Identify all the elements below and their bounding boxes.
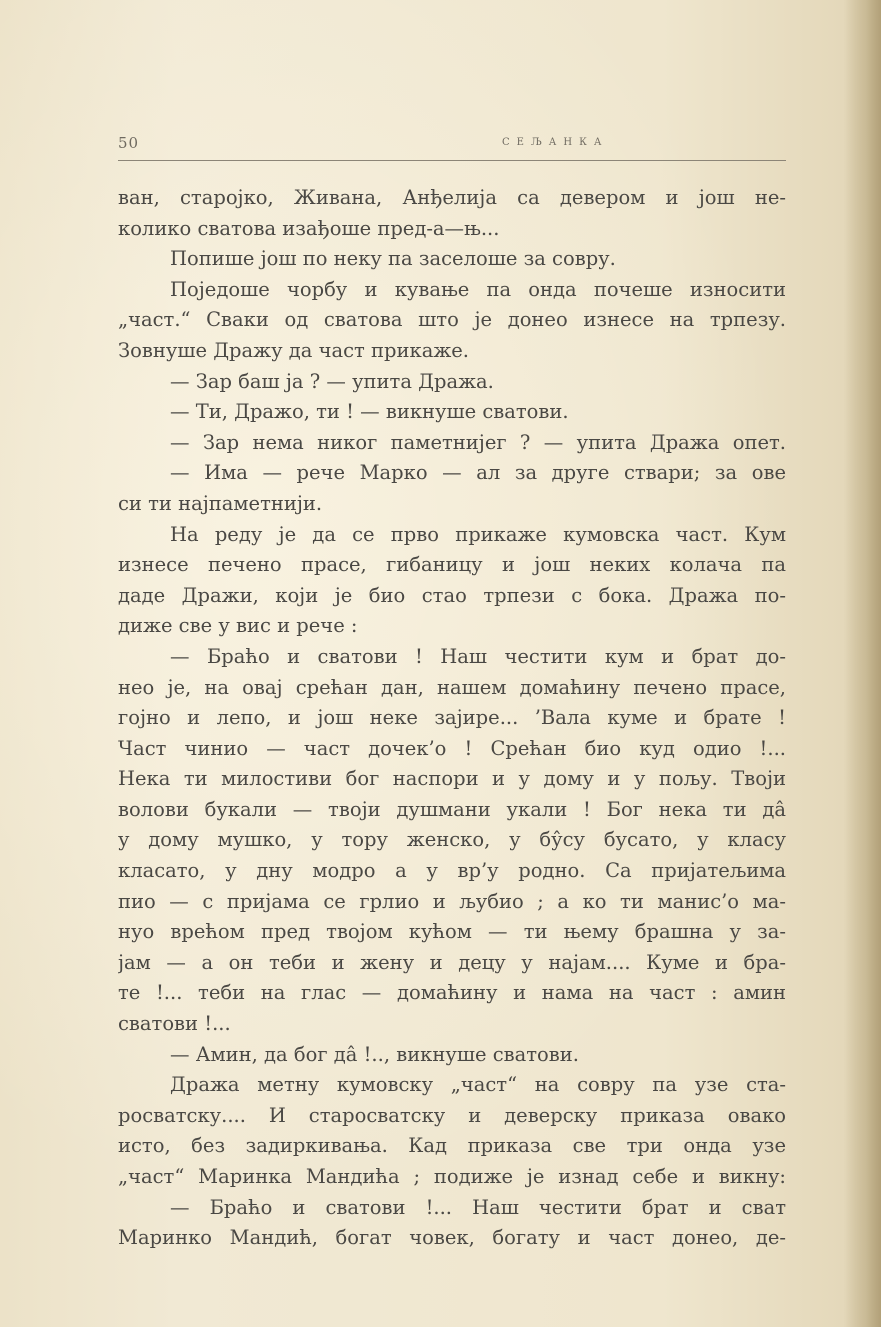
text-line: Попише још по неку па заселоше за совру. [170, 247, 616, 271]
page-edge-shadow [843, 0, 881, 1327]
text-line: — Амин, да бог да̂ !.., викнуше сватови. [170, 1042, 579, 1066]
text-line: ван, старојко, Живана, Анђелија са девером и још не- [118, 186, 786, 209]
body-text [118, 183, 786, 1254]
text-line: си ти најпаметнији. [118, 491, 323, 515]
text-line: — Ти, Дражо, ти ! — викнуше сватови. [170, 400, 569, 424]
text-line: — Зар нема никог паметнијег ? — упита Дража опет. [170, 430, 786, 454]
text-line: волови букали — твоји душмани укали ! Бог нека ти да̂ [118, 797, 786, 821]
text-line: колико сватова изађоше пред-а—њ... [118, 216, 500, 240]
text-line: даде Дражи, који је био стао трпези с бока. Дража по- [118, 583, 786, 607]
text-line: исто, без задиркивања. Кад приказа све три онда узе [118, 1134, 786, 1158]
running-head: СЕЉАНКА [502, 137, 609, 148]
text-line: — Има — рече Марко — ал за друге ствари; за ове [170, 461, 786, 485]
text-line: Поједоше чорбу и кување па онда почеше износити [170, 277, 786, 301]
text-line: росватску.... И старосватску и деверску приказа овако [118, 1103, 786, 1127]
text-line: — Браћо и сватови ! Наш честити кум и брат до- [170, 644, 786, 668]
text-line: На реду је да се прво прикаже кумовска част. Кум [170, 522, 786, 546]
text-line: у дому мушко, у тору женско, у бу̂су бусато, у класу [118, 828, 786, 852]
text-line: те !... теби на глас — домаћину и нама на част : амин [118, 981, 786, 1005]
page-header [118, 132, 786, 161]
text-line: „част“ Маринка Мандића ; подиже је изнад себе и викну: [118, 1165, 786, 1188]
text-line: нео је, на овај срећан дан, нашем домаћину печено прасе, [118, 675, 786, 699]
text-line: Маринко Мандић, богат човек, богату и част донео, де- [118, 1226, 786, 1250]
text-line: пио — с пријама се грлио и љубио ; а ко ти манис’о ма- [118, 889, 786, 913]
page-number: 50 [118, 134, 140, 152]
text-line: Зовнуше Дражу да част прикаже. [118, 338, 469, 362]
text-line: „част.“ Сваки од сватова што је донео изнесе на трпезу. [118, 308, 786, 332]
text-line: изнесе печено прасе, гибаницу и још неких колача па [118, 553, 786, 577]
text-line: нуо врећом пред твојом кућом — ти њему брашна у за- [118, 920, 786, 944]
text-line: гојно и лепо, и још неке зајире... ’Вала куме и брате ! [118, 706, 786, 730]
text-line: — Зар баш ја ? — упита Дража. [170, 369, 494, 393]
text-line: диже све у вис и рече : [118, 614, 358, 638]
text-line: класато, у дну модро а у вр’у родно. Са пријатељима [118, 859, 786, 883]
text-line: — Браћо и сватови !... Наш честити брат и сват [170, 1195, 786, 1219]
text-line: Част чинио — част дочек’о ! Срећан био куд одио !... [118, 736, 786, 760]
text-line: Нека ти милостиви бог наспори и у дому и у пољу. Твоји [118, 767, 786, 791]
text-line: сватови !... [118, 1012, 231, 1036]
text-line: јам — а он теби и жену и децу у најам.... Куме и бра- [118, 950, 786, 974]
text-line: Дража метну кумовску „част“ на совру па узе ста- [170, 1073, 786, 1097]
